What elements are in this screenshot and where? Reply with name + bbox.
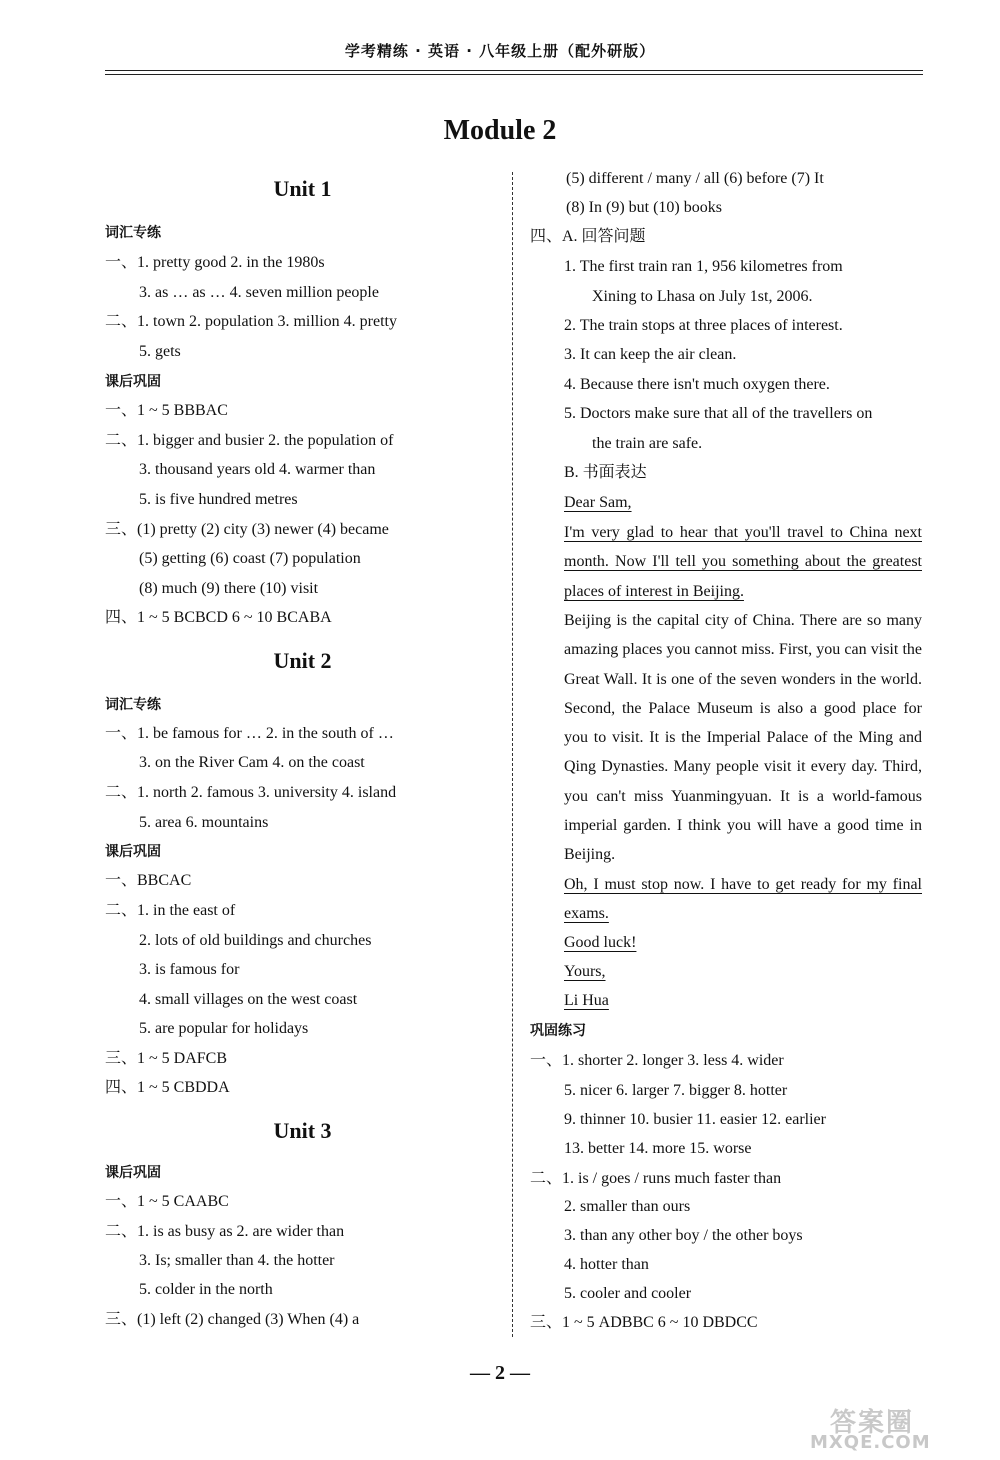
writing-heading: B. 书面表达 <box>564 464 647 481</box>
answer-line: 三、1 ~ 5 DAFCB <box>105 1050 228 1067</box>
answer-line: 5. colder in the north <box>139 1281 273 1298</box>
answer-line: 一、1 ~ 5 BBBAC <box>105 402 228 419</box>
unit2-consol-heading: 课后巩固 <box>105 844 161 860</box>
unit2-title: Unit 2 <box>273 648 332 673</box>
answer-line: 3. on the River Cam 4. on the coast <box>139 754 365 771</box>
answer-line: 3. is famous for <box>139 961 240 978</box>
answer-line: 一、1 ~ 5 CAABC <box>105 1193 229 1210</box>
answer-line: 一、1. be famous for … 2. in the south of … <box>105 725 394 742</box>
answer-line: 三、(1) pretty (2) city (3) newer (4) became <box>105 521 389 538</box>
answer-line: 5. Doctors make sure that all of the travellers on <box>564 405 873 422</box>
letter-closing: Oh, I must stop now. I have to get ready for my final exams. <box>564 876 922 923</box>
answer-line: 5. gets <box>139 343 181 360</box>
column-divider <box>512 172 513 1337</box>
letter-signature-name: Li Hua <box>564 992 609 1009</box>
answer-line: 一、1. pretty good 2. in the 1980s <box>105 254 325 271</box>
watermark-url: MXQE.COM <box>810 1432 931 1453</box>
answer-line: 4. small villages on the west coast <box>139 991 358 1008</box>
module-title: Module 2 <box>443 115 557 146</box>
answer-line: 四、A. 回答问题 <box>530 228 646 245</box>
answer-line: 5. area 6. mountains <box>139 814 269 831</box>
answer-line: 三、1 ~ 5 ADBBC 6 ~ 10 DBDCC <box>530 1314 758 1331</box>
answer-line: 二、1. north 2. famous 3. university 4. island <box>105 784 397 801</box>
header-rule-bottom <box>105 74 923 75</box>
answer-line: 3. Is; smaller than 4. the hotter <box>139 1252 335 1269</box>
answer-line: 二、1. in the east of <box>105 902 236 919</box>
header-title: 学考精练 · 英语 · 八年级上册（配外研版） <box>344 42 656 60</box>
answer-line: 5. is five hundred metres <box>139 491 298 508</box>
watermark <box>810 1402 990 1456</box>
answer-line: Xining to Lhasa on July 1st, 2006. <box>592 288 813 305</box>
answer-line: 2. The train stops at three places of interest. <box>564 317 843 334</box>
answer-line: 2. smaller than ours <box>564 1198 691 1215</box>
answer-line: 三、(1) left (2) changed (3) When (4) a <box>105 1311 360 1328</box>
unit1-consol-heading: 课后巩固 <box>105 374 161 390</box>
letter-intro: I'm very glad to hear that you'll travel to China next month. Now I'll tell you something about the greatest places of interest in Beijing. <box>564 524 922 600</box>
answer-line: 13. better 14. more 15. worse <box>564 1140 752 1157</box>
answer-line: 3. than any other boy / the other boys <box>564 1227 803 1244</box>
header-rule-top <box>105 70 923 71</box>
answer-line: 四、1 ~ 5 BCBCD 6 ~ 10 BCABA <box>105 609 332 626</box>
answer-line: 1. The first train ran 1, 956 kilometres from <box>564 258 843 275</box>
answer-line: (8) much (9) there (10) visit <box>139 580 319 597</box>
answer-line: 5. cooler and cooler <box>564 1285 692 1302</box>
page-number: — 2 — <box>470 1362 530 1384</box>
answer-line: 四、1 ~ 5 CBDDA <box>105 1079 230 1096</box>
unit1-title: Unit 1 <box>273 176 332 201</box>
unit1-vocab-heading: 词汇专练 <box>105 225 161 241</box>
answer-line: the train are safe. <box>592 435 703 452</box>
answer-line: 3. It can keep the air clean. <box>564 346 737 363</box>
answer-line: 二、1. town 2. population 3. million 4. pretty <box>105 313 397 330</box>
watermark-logo: 答案圈 <box>830 1408 915 1438</box>
answer-line: (5) getting (6) coast (7) population <box>139 550 361 567</box>
letter-sign-off: Yours, <box>564 963 606 980</box>
answer-line: 5. are popular for holidays <box>139 1020 309 1037</box>
answer-line: 2. lots of old buildings and churches <box>139 932 372 949</box>
answer-line: 一、BBCAC <box>105 872 192 889</box>
answer-line: 3. as … as … 4. seven million people <box>139 284 379 301</box>
answer-line: 9. thinner 10. busier 11. easier 12. earlier <box>564 1111 826 1128</box>
answer-line: 二、1. bigger and busier 2. the population of <box>105 432 394 449</box>
answer-line: (8) In (9) but (10) books <box>566 199 722 216</box>
practice-heading: 巩固练习 <box>530 1023 586 1039</box>
unit2-vocab-heading: 词汇专练 <box>105 697 161 713</box>
letter-good-luck: Good luck! <box>564 934 637 951</box>
answer-line: 5. nicer 6. larger 7. bigger 8. hotter <box>564 1082 788 1099</box>
answer-line: 二、1. is / goes / runs much faster than <box>530 1170 782 1187</box>
answer-line: 一、1. shorter 2. longer 3. less 4. wider <box>530 1052 784 1069</box>
unit3-consol-heading: 课后巩固 <box>105 1165 161 1181</box>
answer-line: 4. Because there isn't much oxygen there. <box>564 376 830 393</box>
letter-greeting: Dear Sam, <box>564 494 632 511</box>
answer-line: 3. thousand years old 4. warmer than <box>139 461 376 478</box>
answer-line: 4. hotter than <box>564 1256 649 1273</box>
answer-line: (5) different / many / all (6) before (7) It <box>566 170 824 187</box>
answer-line: 二、1. is as busy as 2. are wider than <box>105 1223 345 1240</box>
letter-body: Beijing is the capital city of China. There are so many amazing places you cannot miss. First, you can visit the Great Wall. It is one of the seven wonders in the world. Second, the Palace Museum is also a good place for you to visit. It is the Imperial Palace of the Ming and Qing Dynasties. Many people visit it every day. Third, you can't miss Yuanmingyuan. It is a world-famous imperial garden. I think you will have a good time in Beijing. <box>564 612 922 864</box>
unit3-title: Unit 3 <box>273 1118 332 1143</box>
